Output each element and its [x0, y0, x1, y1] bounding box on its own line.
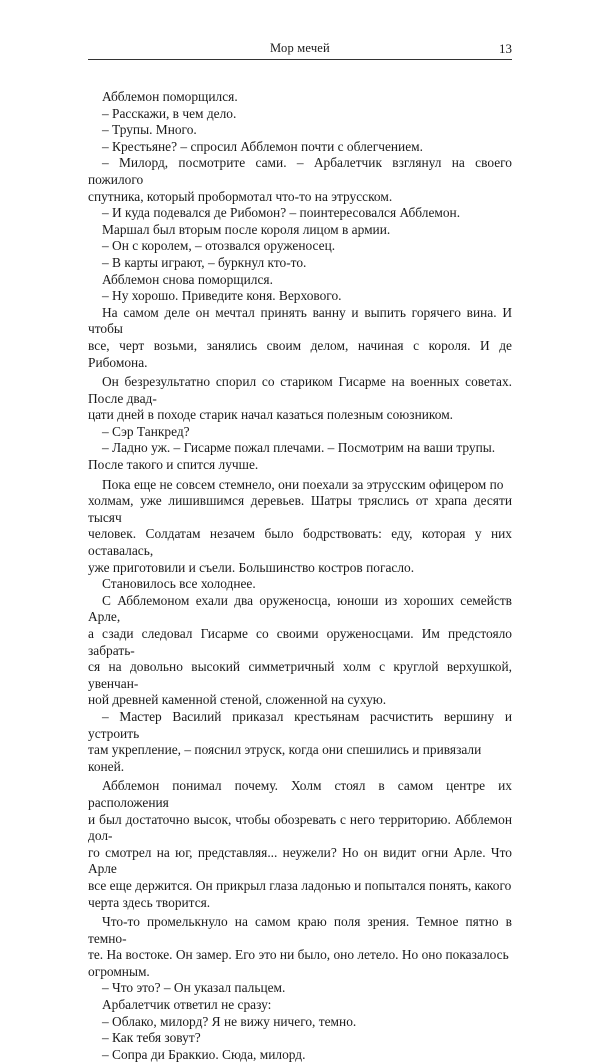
paragraph: – Ладно уж. – Гисарме пожал плечами. – Посмотрим на ваши трупы. После такого и спится лучше.	[88, 440, 496, 473]
body-text	[88, 89, 512, 1063]
paragraph: На самом деле он мечтал принять ванну и выпить горячего вина. И чтобы все, черт возьми, занялись своим делом, начиная с короля. И де Рибомона.	[88, 304, 512, 370]
paragraph: Абблемон поморщился.	[102, 89, 238, 104]
page-number: 13	[499, 41, 512, 56]
paragraph: Что-то промелькнуло на самом краю поля зрения. Темное пятно в темно- те. На востоке. Он замер. Его это ни было, оно летело. Но оно показалось огромным.	[88, 914, 512, 979]
paragraph: – И куда подевался де Рибомон? – поинтересовался Абблемон.	[102, 205, 461, 221]
paragraph: Арбалетчик ответил не сразу:	[102, 997, 272, 1013]
paragraph: С Абблемоном ехали два оруженосца, юноши из хороших семейств Арле, а сзади следовал Гисарме со своими оруженосцами. Им предстояло забрать- ся на довольно высокий симметричный холм с круглой верхушкой, увенчан- ной древней каменной стеной, сложенной на сухую.	[88, 592, 512, 708]
paragraph: – Он с королем, – отозвался оруженосец.	[102, 238, 336, 254]
paragraph: – Милорд, посмотрите сами. – Арбалетчик взглянул на своего пожилого спутника, который пробормотал что-то на этрусском.	[88, 155, 512, 204]
paragraph: – Мастер Василий приказал крестьянам расчистить вершину и устроить там укрепление, – пояснил этруск, когда они спешились и привязали коней.	[88, 708, 512, 774]
paragraph: – Расскажи, в чем дело.	[102, 105, 237, 121]
paragraph: Абблемон снова поморщился.	[102, 271, 273, 287]
paragraph: – Что это? – Он указал пальцем.	[102, 980, 286, 996]
paragraph: – Ну хорошо. Приведите коня. Верхового.	[102, 288, 342, 304]
paragraph: – Трупы. Много.	[102, 122, 197, 138]
header-rule	[88, 59, 512, 60]
paragraph: Абблемон понимал почему. Холм стоял в самом центре их расположения и был достаточно высок, чтобы обозревать с него территорию. Абблемон дол- го смотрел на юг, представляя... неужели? Но он видит огни Арле. Что Арле все еще держится. Он прикрыл глаза ладонью и попытался понять, какого черта здесь творится.	[88, 778, 512, 910]
running-head	[88, 41, 512, 59]
paragraph: – Сэр Танкред?	[102, 423, 190, 439]
paragraph: – В карты играют, – буркнул кто-то.	[102, 254, 307, 270]
paragraph: Маршал был вторым после короля лицом в армии.	[102, 221, 391, 237]
paragraph: – Сопра ди Браккио. Сюда, милорд.	[102, 1046, 306, 1062]
running-title: Мор мечей	[270, 41, 330, 55]
paragraph: – Крестьяне? – спросил Абблемон почти с облегчением.	[102, 138, 423, 154]
paragraph: – Как тебя зовут?	[102, 1030, 201, 1046]
paragraph: Становилось все холоднее.	[102, 576, 256, 592]
paragraph: – Облако, милорд? Я не вижу ничего, темно.	[102, 1013, 357, 1029]
paragraph: Он безрезультатно спорил со стариком Гисарме на военных советах. После двад- цати дней в походе старик начал казаться полезным союзником.	[88, 374, 512, 423]
paragraph: Пока еще не совсем стемнело, они поехали за этрусским офицером по холмам, уже лишившимся деревьев. Шатры тряслись от храпа десяти тысяч человек. Солдатам незачем было бодрствовать: еду, которая у них оставалась, уже приготовили и съели. Большинство костров погасло.	[88, 476, 512, 575]
